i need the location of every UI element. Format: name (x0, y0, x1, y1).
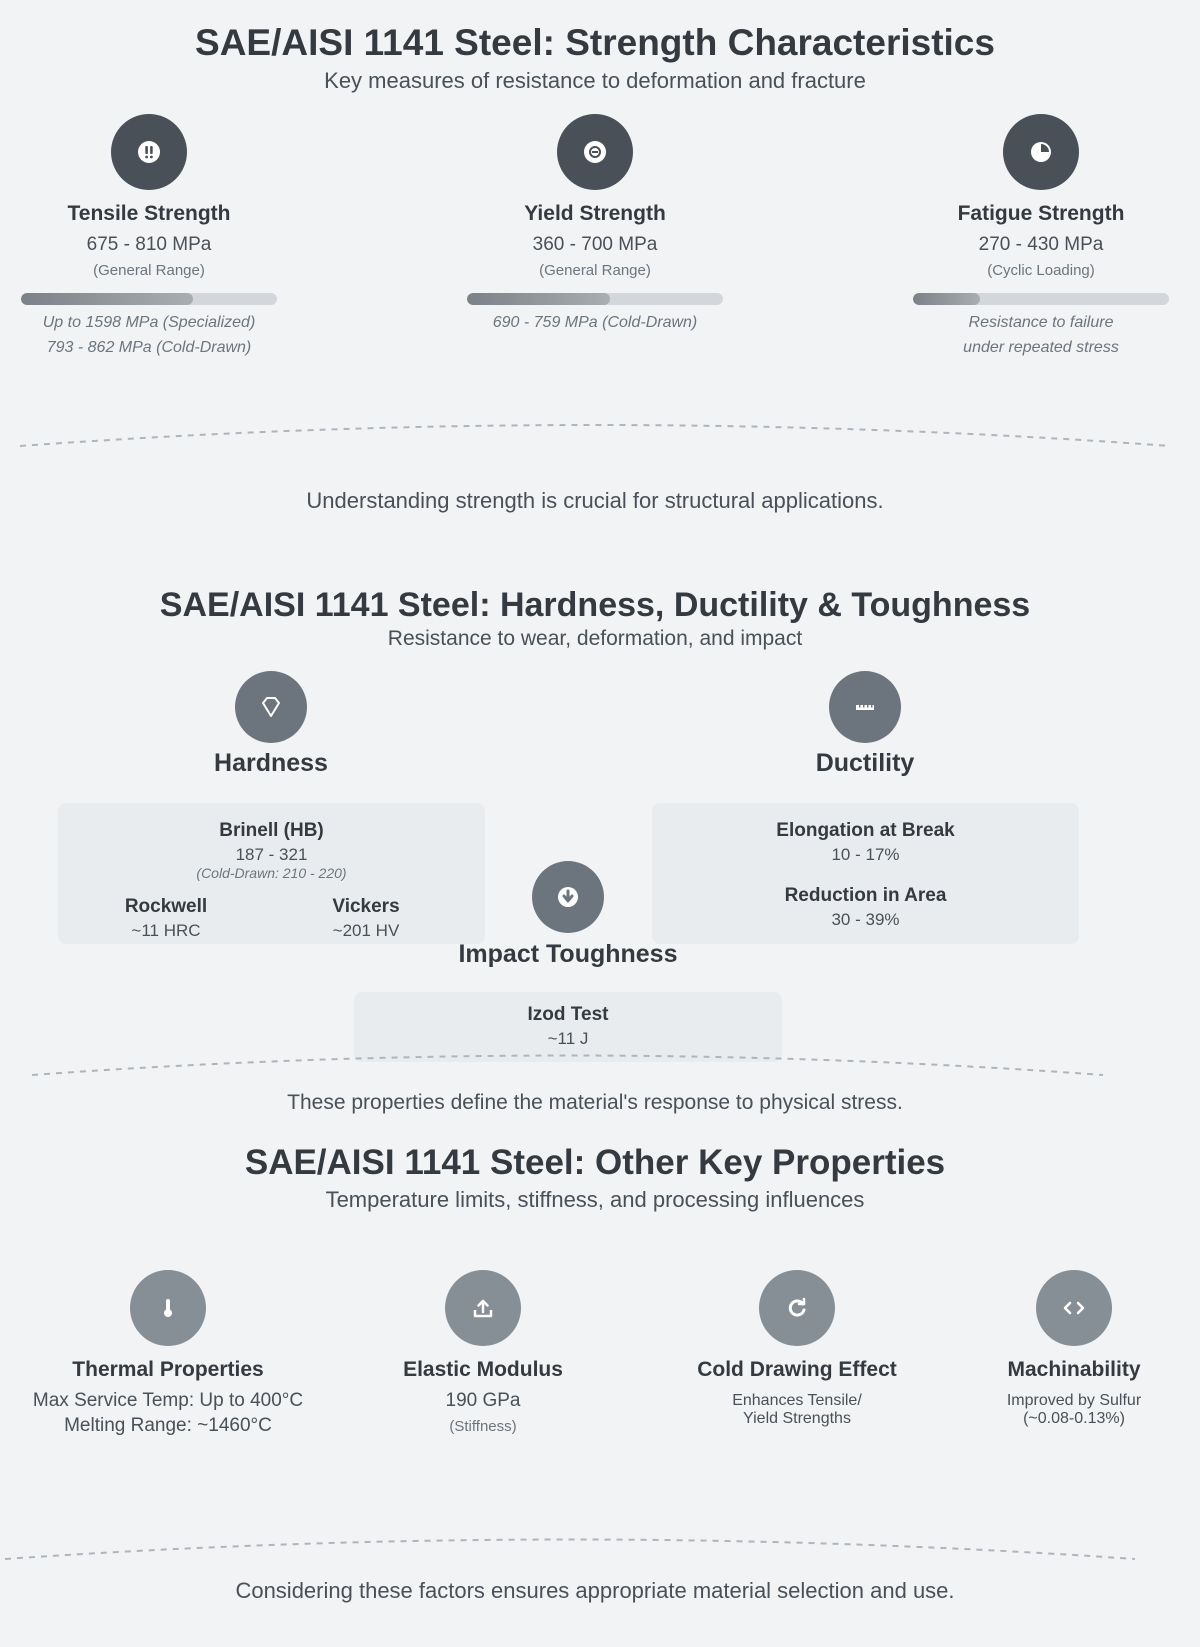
thermal-card (18, 1270, 318, 1437)
fatigue-bar-fill (913, 293, 980, 305)
tensile-strength-card (19, 114, 279, 360)
target-icon (557, 114, 633, 190)
vickers-label: Vickers (332, 896, 400, 917)
yield-value: 360 - 700 MPa (532, 234, 658, 255)
brinell-label: Brinell (HB) (219, 820, 324, 841)
yield-detail-1: 690 - 759 MPa (Cold-Drawn) (492, 314, 698, 331)
machinability-title: Machinability (1007, 1358, 1141, 1381)
brinell-note: (Cold-Drawn: 210 - 220) (196, 865, 347, 881)
cold-drawing-card (647, 1270, 947, 1428)
tensile-note: (General Range) (93, 262, 205, 279)
tensile-value: 675 - 810 MPa (86, 234, 212, 255)
yield-title: Yield Strength (524, 202, 666, 225)
machinability-line-1: Improved by Sulfur (1006, 1392, 1142, 1409)
rockwell-value: ~11 HRC (131, 921, 201, 940)
half-circle-icon (1003, 114, 1079, 190)
code-icon (1036, 1270, 1112, 1346)
reduction-label: Reduction in Area (784, 885, 947, 906)
tensile-bar-fill (21, 293, 193, 305)
other-footer-note: Considering these factors ensures appropriate material selection and use. (235, 1578, 955, 1603)
fatigue-strength-card (911, 114, 1171, 360)
impact-label: Impact Toughness (458, 940, 678, 968)
yield-strength-card (465, 114, 725, 335)
strength-footer-note: Understanding strength is crucial for structural applications. (306, 488, 884, 513)
elastic-note: (Stiffness) (449, 1418, 517, 1435)
cold-drawing-line-2: Yield Strengths (743, 1410, 851, 1427)
divider-curve-1 (0, 410, 1200, 450)
other-title: SAE/AISI 1141 Steel: Other Key Properties (244, 1143, 946, 1182)
hardness-title: SAE/AISI 1141 Steel: Hardness, Ductility & Toughness (159, 586, 1031, 624)
cold-drawing-line-1: Enhances Tensile/ (732, 1392, 862, 1409)
fatigue-bar (913, 293, 1169, 305)
other-subtitle: Temperature limits, stiffness, and processing influences (325, 1187, 865, 1212)
tensile-title: Tensile Strength (67, 202, 231, 225)
yield-note: (General Range) (539, 262, 651, 279)
cold-drawing-title: Cold Drawing Effect (697, 1358, 897, 1381)
brinell-value: 187 - 321 (235, 845, 308, 864)
thermal-line-1: Max Service Temp: Up to 400°C (32, 1390, 304, 1411)
izod-value: ~11 J (547, 1029, 589, 1048)
vickers-value: ~201 HV (332, 921, 400, 940)
refresh-icon (759, 1270, 835, 1346)
hardness-footer-note: These properties define the material's response to physical stress. (287, 1091, 903, 1114)
fatigue-detail-2: under repeated stress (963, 339, 1119, 356)
fatigue-title: Fatigue Strength (957, 202, 1125, 225)
exclamation-icon (111, 114, 187, 190)
machinability-line-2: (~0.08-0.13%) (1023, 1410, 1125, 1427)
fatigue-detail-1: Resistance to failure (968, 314, 1114, 331)
elastic-card (333, 1270, 633, 1435)
divider-curve-3 (0, 1530, 1200, 1570)
elastic-title: Elastic Modulus (403, 1358, 563, 1381)
hardness-box (58, 803, 485, 944)
ruler-icon (829, 671, 901, 743)
thermal-line-2: Melting Range: ~1460°C (64, 1415, 272, 1436)
thermometer-icon (130, 1270, 206, 1346)
tensile-detail-2: 793 - 862 MPa (Cold-Drawn) (46, 339, 252, 356)
tensile-bar (21, 293, 277, 305)
hardness-subtitle: Resistance to wear, deformation, and impact (387, 627, 803, 650)
machinability-card (964, 1270, 1184, 1428)
ductility-box (652, 803, 1079, 944)
izod-label: Izod Test (527, 1004, 609, 1025)
fatigue-value: 270 - 430 MPa (978, 234, 1104, 255)
ductility-label: Ductility (815, 749, 915, 777)
tensile-detail-1: Up to 1598 MPa (Specialized) (42, 314, 256, 331)
hardness-label: Hardness (214, 749, 328, 777)
elongation-label: Elongation at Break (776, 820, 955, 841)
yield-bar-fill (467, 293, 610, 305)
thermal-title: Thermal Properties (72, 1358, 264, 1381)
fatigue-note: (Cyclic Loading) (987, 262, 1095, 279)
reduction-value: 30 - 39% (831, 910, 900, 929)
arrow-down-icon (532, 861, 604, 933)
upload-icon (445, 1270, 521, 1346)
elongation-value: 10 - 17% (831, 845, 900, 864)
strength-title: SAE/AISI 1141 Steel: Strength Characteristics (195, 22, 995, 63)
diamond-icon (235, 671, 307, 743)
strength-subtitle: Key measures of resistance to deformation and fracture (324, 68, 866, 93)
elastic-value: 190 GPa (445, 1390, 521, 1411)
yield-bar (467, 293, 723, 305)
divider-curve-2 (0, 1040, 1200, 1080)
rockwell-label: Rockwell (124, 896, 208, 917)
